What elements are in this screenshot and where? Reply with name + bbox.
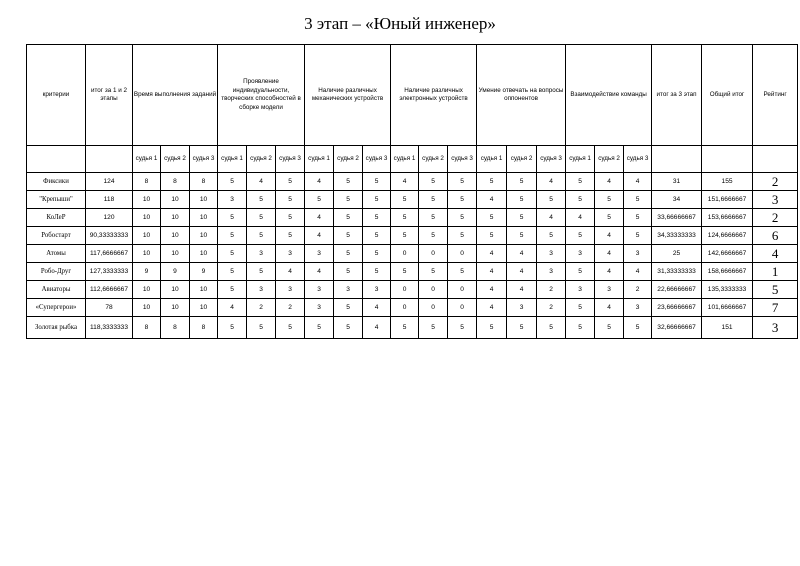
- overall-total-cell: 155: [702, 173, 753, 191]
- prev-total-cell: 112,6666667: [86, 281, 133, 299]
- score-cell: 5: [305, 317, 334, 339]
- score-cell: 5: [334, 317, 363, 339]
- overall-total-cell: 101,6666667: [702, 299, 753, 317]
- score-cell: 5: [334, 191, 363, 209]
- score-cell: 5: [218, 317, 247, 339]
- score-cell: 5: [624, 191, 652, 209]
- score-cell: 5: [218, 281, 247, 299]
- judge-header: судья 1: [566, 146, 595, 173]
- score-cell: 5: [537, 227, 566, 245]
- stage3-total-cell: 31: [652, 173, 702, 191]
- criterion-electronic-header: Наличие различных электронных устройств: [391, 45, 477, 146]
- score-cell: 10: [133, 191, 161, 209]
- criterion-answers-header: Умение отвечать на вопросы оппонентов: [477, 45, 566, 146]
- table-row: [27, 299, 798, 317]
- team-name-cell: Атомы: [27, 245, 86, 263]
- score-cell: 3: [566, 281, 595, 299]
- judge-header: судья 2: [161, 146, 190, 173]
- stage3-total-header: итог за 3 этап: [652, 45, 702, 146]
- score-cell: 5: [247, 227, 276, 245]
- score-cell: 5: [419, 317, 448, 339]
- score-cell: 5: [334, 245, 363, 263]
- score-cell: 10: [133, 299, 161, 317]
- score-cell: 5: [624, 227, 652, 245]
- score-cell: 5: [247, 191, 276, 209]
- prev-total-cell: 117,6666667: [86, 245, 133, 263]
- score-cell: 3: [305, 281, 334, 299]
- score-cell: 4: [477, 191, 507, 209]
- score-cell: 3: [566, 245, 595, 263]
- prev-total-cell: 118,3333333: [86, 317, 133, 339]
- rank-cell: 4: [753, 245, 798, 263]
- overall-total-cell: 158,6666667: [702, 263, 753, 281]
- stage3-total-cell: 32,66666667: [652, 317, 702, 339]
- score-cell: 10: [133, 227, 161, 245]
- score-cell: 3: [595, 281, 624, 299]
- score-cell: 3: [334, 281, 363, 299]
- score-cell: 5: [566, 227, 595, 245]
- score-cell: 5: [363, 227, 391, 245]
- score-cell: 5: [507, 227, 537, 245]
- score-cell: 5: [419, 173, 448, 191]
- score-cell: 10: [161, 281, 190, 299]
- score-cell: 5: [419, 191, 448, 209]
- judge-header: судья 3: [537, 146, 566, 173]
- score-cell: 10: [161, 299, 190, 317]
- score-cell: 5: [419, 209, 448, 227]
- score-cell: 5: [391, 209, 419, 227]
- score-cell: 10: [161, 227, 190, 245]
- overall-total-cell: 151,6666667: [702, 191, 753, 209]
- score-cell: 10: [190, 245, 218, 263]
- score-cell: 5: [507, 173, 537, 191]
- score-cell: 10: [161, 245, 190, 263]
- score-cell: 0: [419, 245, 448, 263]
- score-cell: 5: [537, 191, 566, 209]
- overall-total-cell: 124,6666667: [702, 227, 753, 245]
- table-row: [27, 281, 798, 299]
- score-cell: 4: [507, 281, 537, 299]
- score-cell: 3: [624, 245, 652, 263]
- team-name-cell: Фиксики: [27, 173, 86, 191]
- stage3-total-cell: 31,33333333: [652, 263, 702, 281]
- score-cell: 5: [477, 173, 507, 191]
- team-name-cell: Золотая рыбка: [27, 317, 86, 339]
- score-cell: 8: [133, 173, 161, 191]
- judge-header: судья 2: [507, 146, 537, 173]
- score-cell: 4: [363, 299, 391, 317]
- score-cell: 4: [595, 173, 624, 191]
- score-cell: 5: [566, 263, 595, 281]
- score-cell: 4: [624, 173, 652, 191]
- rank-cell: 3: [753, 191, 798, 209]
- score-cell: 5: [448, 191, 477, 209]
- score-cell: 5: [363, 173, 391, 191]
- score-cell: 4: [507, 245, 537, 263]
- judge-header: судья 2: [419, 146, 448, 173]
- score-cell: 4: [537, 173, 566, 191]
- score-cell: 3: [537, 263, 566, 281]
- score-cell: 4: [477, 263, 507, 281]
- score-cell: 0: [419, 299, 448, 317]
- score-cell: 10: [190, 227, 218, 245]
- judge-header: судья 3: [363, 146, 391, 173]
- score-cell: 0: [391, 299, 419, 317]
- table-row: [27, 245, 798, 263]
- score-cell: 2: [276, 299, 305, 317]
- score-cell: 5: [477, 209, 507, 227]
- table-row: [27, 263, 798, 281]
- score-cell: 5: [566, 191, 595, 209]
- rank-cell: 2: [753, 209, 798, 227]
- score-cell: 10: [190, 191, 218, 209]
- criterion-mechanical-header: Наличие различных механических устройств: [305, 45, 391, 146]
- judge-header-row: [27, 146, 798, 173]
- score-cell: 4: [595, 245, 624, 263]
- stage3-total-cell: 22,66666667: [652, 281, 702, 299]
- score-cell: 10: [133, 281, 161, 299]
- blank-cell: [652, 146, 702, 173]
- score-cell: 4: [305, 173, 334, 191]
- score-cell: 3: [363, 281, 391, 299]
- score-cell: 4: [477, 281, 507, 299]
- score-cell: 3: [537, 245, 566, 263]
- score-cell: 4: [305, 227, 334, 245]
- blank-cell: [702, 146, 753, 173]
- score-cell: 5: [624, 317, 652, 339]
- score-cell: 10: [161, 209, 190, 227]
- rank-cell: 6: [753, 227, 798, 245]
- rank-cell: 1: [753, 263, 798, 281]
- score-cell: 4: [624, 263, 652, 281]
- score-cell: 5: [391, 263, 419, 281]
- rank-cell: 3: [753, 317, 798, 339]
- team-name-cell: Робостарт: [27, 227, 86, 245]
- score-cell: 5: [334, 299, 363, 317]
- score-cell: 5: [477, 227, 507, 245]
- score-cell: 5: [276, 191, 305, 209]
- judge-header: судья 1: [477, 146, 507, 173]
- judge-header: судья 1: [133, 146, 161, 173]
- score-cell: 8: [133, 317, 161, 339]
- judge-header: судья 2: [595, 146, 624, 173]
- score-cell: 5: [566, 317, 595, 339]
- score-cell: 2: [537, 281, 566, 299]
- score-cell: 3: [247, 281, 276, 299]
- score-cell: 9: [161, 263, 190, 281]
- score-cell: 5: [334, 227, 363, 245]
- judge-header: судья 3: [190, 146, 218, 173]
- stage3-total-cell: 34,33333333: [652, 227, 702, 245]
- score-cell: 5: [477, 317, 507, 339]
- judge-header: судья 1: [218, 146, 247, 173]
- score-cell: 0: [391, 245, 419, 263]
- score-cell: 5: [391, 317, 419, 339]
- team-name-cell: «Супергерои»: [27, 299, 86, 317]
- team-name-cell: Робо-Друг: [27, 263, 86, 281]
- score-cell: 5: [595, 191, 624, 209]
- score-cell: 10: [133, 245, 161, 263]
- score-cell: 3: [218, 191, 247, 209]
- table-row: [27, 173, 798, 191]
- rank-cell: 7: [753, 299, 798, 317]
- score-cell: 4: [477, 299, 507, 317]
- score-cell: 2: [537, 299, 566, 317]
- score-cell: 4: [218, 299, 247, 317]
- prev-total-cell: 90,33333333: [86, 227, 133, 245]
- score-cell: 5: [276, 227, 305, 245]
- table-row: [27, 209, 798, 227]
- judge-header: судья 2: [247, 146, 276, 173]
- judge-header: судья 2: [334, 146, 363, 173]
- results-table: [26, 44, 798, 339]
- score-cell: 9: [190, 263, 218, 281]
- score-cell: 3: [305, 299, 334, 317]
- stage3-total-cell: 25: [652, 245, 702, 263]
- score-cell: 5: [218, 173, 247, 191]
- score-cell: 4: [391, 173, 419, 191]
- score-cell: 5: [507, 317, 537, 339]
- overall-total-cell: 135,3333333: [702, 281, 753, 299]
- score-cell: 5: [334, 263, 363, 281]
- score-cell: 3: [247, 245, 276, 263]
- score-cell: 10: [190, 209, 218, 227]
- prev-total-cell: 124: [86, 173, 133, 191]
- score-cell: 5: [363, 209, 391, 227]
- score-cell: 5: [419, 263, 448, 281]
- score-cell: 4: [247, 173, 276, 191]
- score-cell: 5: [334, 173, 363, 191]
- score-cell: 5: [247, 263, 276, 281]
- rank-cell: 2: [753, 173, 798, 191]
- score-cell: 5: [595, 317, 624, 339]
- score-cell: 5: [391, 227, 419, 245]
- rank-cell: 5: [753, 281, 798, 299]
- team-name-cell: "Крепыши": [27, 191, 86, 209]
- blank-cell: [27, 146, 86, 173]
- prev-total-cell: 120: [86, 209, 133, 227]
- score-cell: 5: [276, 209, 305, 227]
- score-cell: 10: [190, 281, 218, 299]
- blank-cell: [753, 146, 798, 173]
- score-cell: 4: [595, 227, 624, 245]
- prev-total-cell: 118: [86, 191, 133, 209]
- score-cell: 3: [624, 299, 652, 317]
- score-cell: 4: [537, 209, 566, 227]
- table-row: [27, 191, 798, 209]
- score-cell: 4: [276, 263, 305, 281]
- judge-header: судья 3: [448, 146, 477, 173]
- score-cell: 2: [624, 281, 652, 299]
- team-name-cell: Авиаторы: [27, 281, 86, 299]
- score-cell: 5: [334, 209, 363, 227]
- judge-header: судья 3: [276, 146, 305, 173]
- score-cell: 5: [624, 209, 652, 227]
- score-cell: 5: [448, 263, 477, 281]
- score-cell: 5: [507, 191, 537, 209]
- score-cell: 5: [218, 245, 247, 263]
- score-cell: 0: [448, 281, 477, 299]
- score-cell: 5: [247, 209, 276, 227]
- score-cell: 5: [276, 173, 305, 191]
- score-cell: 8: [161, 173, 190, 191]
- overall-total-cell: 153,6666667: [702, 209, 753, 227]
- score-cell: 5: [419, 227, 448, 245]
- criterion-creativity-header: Проявление индивидуальности, творческих способностей в сборке модели: [218, 45, 305, 146]
- stage3-total-cell: 33,66666667: [652, 209, 702, 227]
- overall-total-header: Общий итог: [702, 45, 753, 146]
- score-cell: 8: [190, 317, 218, 339]
- score-cell: 0: [391, 281, 419, 299]
- score-cell: 5: [537, 317, 566, 339]
- score-cell: 4: [566, 209, 595, 227]
- score-cell: 5: [448, 173, 477, 191]
- score-cell: 5: [305, 191, 334, 209]
- score-cell: 5: [448, 317, 477, 339]
- overall-total-cell: 151: [702, 317, 753, 339]
- table-row: [27, 317, 798, 339]
- score-cell: 8: [190, 173, 218, 191]
- score-cell: 2: [247, 299, 276, 317]
- score-cell: 4: [477, 245, 507, 263]
- judge-header: судья 3: [624, 146, 652, 173]
- score-cell: 4: [305, 263, 334, 281]
- page-title: 3 этап – «Юный инженер»: [304, 14, 496, 33]
- score-cell: 5: [448, 209, 477, 227]
- score-cell: 3: [276, 245, 305, 263]
- score-cell: 9: [133, 263, 161, 281]
- judge-header: судья 1: [305, 146, 334, 173]
- score-cell: 4: [363, 317, 391, 339]
- score-cell: 5: [218, 209, 247, 227]
- score-cell: 5: [566, 299, 595, 317]
- score-cell: 10: [133, 209, 161, 227]
- score-cell: 5: [566, 173, 595, 191]
- team-name-cell: КоЛеР: [27, 209, 86, 227]
- score-cell: 5: [363, 263, 391, 281]
- score-cell: 10: [190, 299, 218, 317]
- score-cell: 5: [391, 191, 419, 209]
- score-cell: 0: [448, 299, 477, 317]
- score-cell: 4: [595, 299, 624, 317]
- overall-total-cell: 142,6666667: [702, 245, 753, 263]
- prev-total-cell: 78: [86, 299, 133, 317]
- results-body: [27, 173, 798, 339]
- score-cell: 10: [161, 191, 190, 209]
- prev-total-cell: 127,3333333: [86, 263, 133, 281]
- score-cell: 5: [448, 227, 477, 245]
- score-cell: 4: [595, 263, 624, 281]
- score-cell: 4: [507, 263, 537, 281]
- score-cell: 5: [363, 191, 391, 209]
- score-cell: 3: [276, 281, 305, 299]
- stage3-total-cell: 23,66666667: [652, 299, 702, 317]
- rating-header: Рейтинг: [753, 45, 798, 146]
- criterion-teamwork-header: Взаимодействие команды: [566, 45, 652, 146]
- criteria-header: критерии: [27, 45, 86, 146]
- score-cell: 3: [507, 299, 537, 317]
- judge-header: судья 1: [391, 146, 419, 173]
- table-row: [27, 227, 798, 245]
- score-cell: 5: [218, 227, 247, 245]
- score-cell: 5: [363, 245, 391, 263]
- score-cell: 0: [448, 245, 477, 263]
- score-cell: 8: [161, 317, 190, 339]
- score-cell: 5: [218, 263, 247, 281]
- score-cell: 4: [305, 209, 334, 227]
- score-cell: 0: [419, 281, 448, 299]
- score-cell: 5: [595, 209, 624, 227]
- stage3-total-cell: 34: [652, 191, 702, 209]
- score-cell: 3: [305, 245, 334, 263]
- score-cell: 5: [247, 317, 276, 339]
- score-cell: 5: [507, 209, 537, 227]
- prev-total-header: итог за 1 и 2 этапы: [86, 45, 133, 146]
- criterion-time-header: Время выполнения заданий: [133, 45, 218, 146]
- score-cell: 5: [276, 317, 305, 339]
- blank-cell: [86, 146, 133, 173]
